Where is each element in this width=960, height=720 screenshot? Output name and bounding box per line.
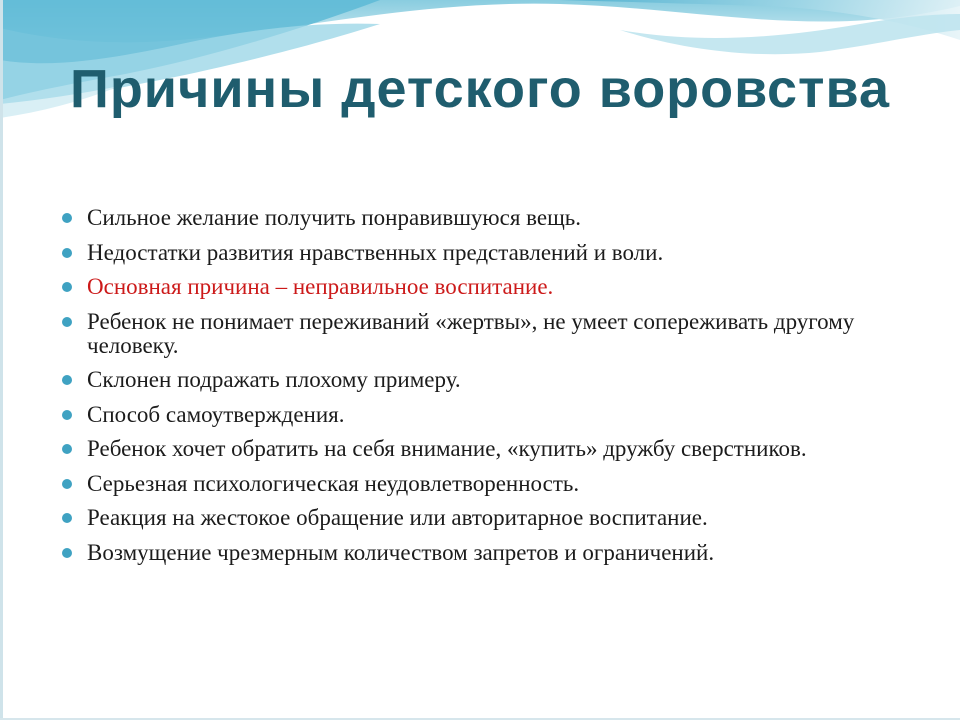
bullet-text: Основная причина – неправильное воспитание. [87, 274, 554, 299]
bullet-text: Сильное желание получить понравившуюся вещь. [87, 205, 582, 230]
bullet-dot-icon [62, 282, 72, 292]
list-item [62, 437, 922, 461]
bullet-dot-icon [62, 248, 72, 258]
bullet-dot-icon [62, 375, 72, 385]
bullet-list [62, 206, 922, 575]
bullet-dot-icon [62, 213, 72, 223]
list-item [62, 241, 922, 265]
bullet-text: Ребенок не понимает переживаний «жертвы», не умеет сопереживать другому человеку. [87, 308, 855, 358]
bullet-dot-icon [62, 444, 72, 454]
list-item [62, 541, 922, 565]
bullet-dot-icon [62, 548, 72, 558]
list-item [62, 403, 922, 427]
bullet-dot-icon [62, 317, 72, 327]
list-item [62, 472, 922, 496]
bullet-dot-icon [62, 479, 72, 489]
bullet-text: Способ самоутверждения. [87, 401, 345, 427]
bullet-text: Склонен подражать плохому примеру. [87, 367, 461, 392]
list-item [62, 275, 922, 299]
bullet-text: Возмущение чрезмерным количеством запретов и ограничений. [87, 539, 715, 565]
bullet-text: Серьезная психологическая неудовлетворенность. [87, 470, 580, 496]
bullet-dot-icon [62, 513, 72, 523]
slide-title: Причины детского воровства [70, 59, 890, 119]
list-item [62, 506, 922, 530]
list-item [62, 368, 922, 392]
list-item [62, 206, 922, 230]
bullet-text: Недостатки развития нравственных представлений и воли. [87, 239, 664, 265]
list-item [62, 310, 922, 358]
bullet-text: Ребенок хочет обратить на себя внимание, «купить» дружбу сверстников. [87, 436, 807, 461]
bullet-text: Реакция на жестокое обращение или авторитарное воспитание. [87, 505, 708, 530]
bullet-dot-icon [62, 410, 72, 420]
